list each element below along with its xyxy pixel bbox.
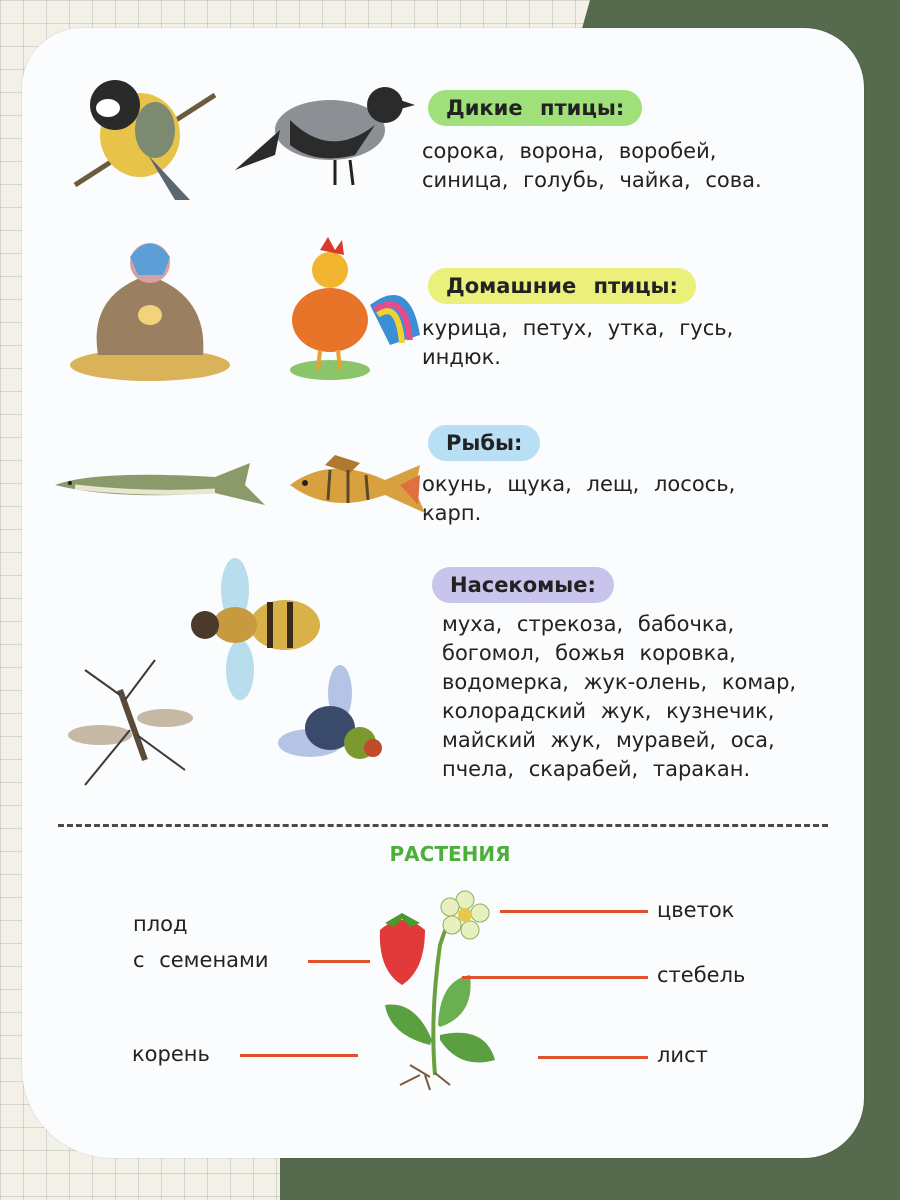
flower [441, 891, 489, 939]
section-text-wild-birds: сорока, ворона, воробей, синица, голубь, чайка, сова. [422, 139, 762, 192]
label-fruit-line1: плод [133, 912, 188, 936]
section-title-fish: Рыбы: [428, 425, 540, 461]
hen-icon [68, 235, 233, 385]
label-stem: стебель [657, 963, 746, 987]
fly-icon [275, 668, 395, 778]
strawberry-plant-icon [370, 885, 505, 1090]
line-flower [500, 910, 648, 913]
line-root [240, 1054, 358, 1057]
section-text-fish: окунь, щука, лещ, лосось, карп. [422, 472, 736, 525]
line-fruit [308, 960, 370, 963]
section-divider [58, 824, 828, 827]
tit-icon [70, 75, 220, 210]
rooster-icon [270, 235, 425, 385]
section-title-domestic-birds: Домашние птицы: [428, 268, 696, 304]
crow-icon [235, 85, 415, 190]
label-leaf: лист [657, 1043, 708, 1067]
label-flower: цветок [657, 898, 735, 922]
plants-title: РАСТЕНИЯ [389, 842, 511, 866]
line-stem [462, 976, 648, 979]
mosquito-icon [65, 660, 195, 790]
strawberry-fruit [380, 913, 425, 985]
pike-icon [55, 455, 270, 515]
line-leaf [538, 1056, 648, 1059]
label-fruit-line2: с семенами [133, 948, 269, 972]
section-title-insects: Насекомые: [432, 567, 614, 603]
section-text-domestic-birds: курица, петух, утка, гусь, индюк. [422, 316, 734, 369]
perch-icon [290, 455, 425, 520]
section-title-wild-birds: Дикие птицы: [428, 90, 642, 126]
section-text-insects: муха, стрекоза, бабочка, богомол, божья коровка, водомерка, жук-олень, комар, колорадский жук, кузнечик, майский жук, муравей, оса, пчела, скарабей, таракан. [442, 612, 797, 781]
label-root: корень [132, 1042, 210, 1066]
